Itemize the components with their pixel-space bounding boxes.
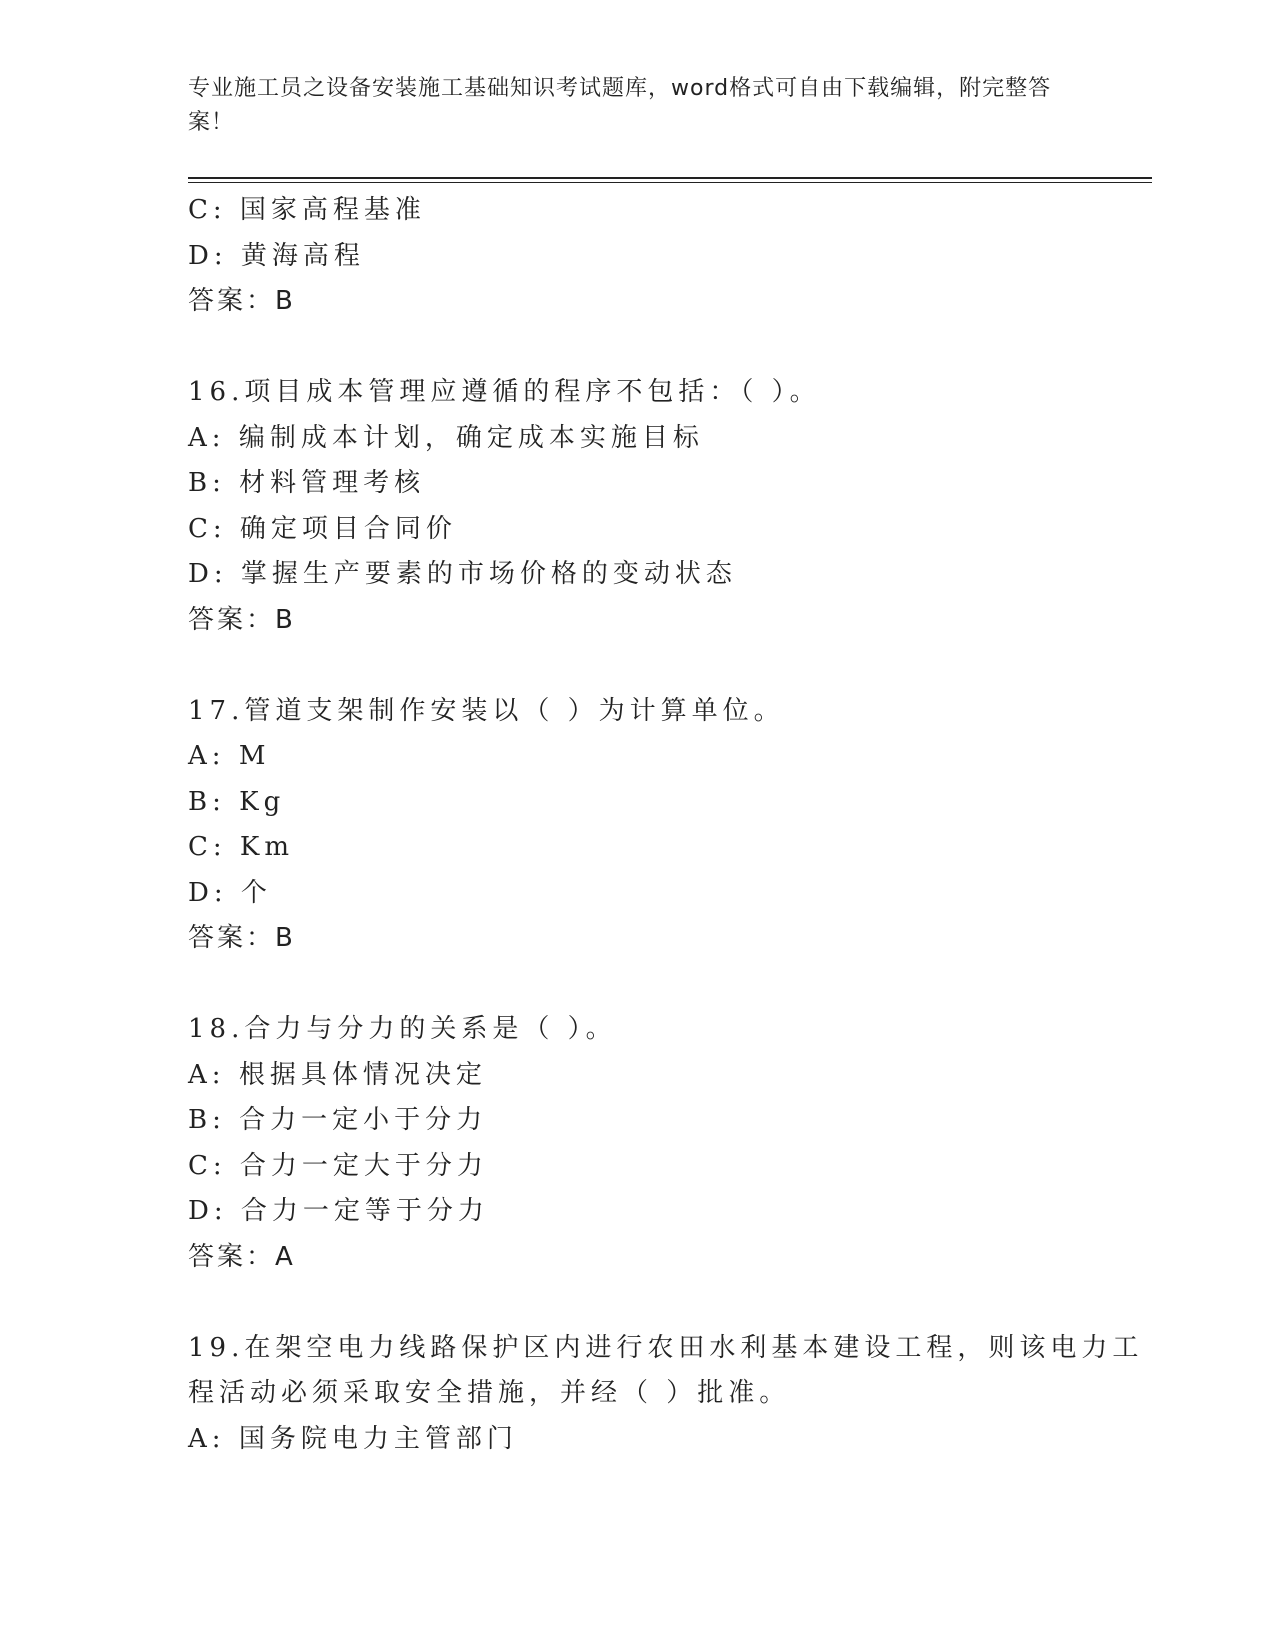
- option-c: C: 国家高程基准: [188, 195, 426, 225]
- option-c: C: 确定项目合同价: [188, 513, 457, 544]
- header-title: 专业施工员之设备安装施工基础知识考试题库，word格式可自由下载编辑，附完整答案！: [188, 76, 1052, 135]
- page-header: [188, 72, 1088, 140]
- option-a: A: 根据具体情况决定: [188, 1059, 487, 1090]
- option-b: B: Kg: [188, 786, 286, 817]
- question-text-line-2: 程活动必须采取安全措施，并经（ ）批准。: [188, 1378, 791, 1408]
- option-d: D: 黄海高程: [188, 240, 365, 271]
- option-c: C: 合力一定大于分力: [188, 1150, 488, 1181]
- option-d: D: 合力一定等于分力: [188, 1196, 489, 1226]
- question-text: 16.项目成本管理应遵循的程序不包括：（ ）。: [188, 377, 821, 407]
- option-a: A: 编制成本计划，确定成本实施目标: [188, 422, 704, 453]
- answer: 答案：B: [188, 923, 296, 953]
- option-d: D: 个: [188, 877, 272, 908]
- option-c: C: Km: [188, 832, 294, 862]
- answer: 答案：A: [188, 1241, 296, 1272]
- header-divider-thick: [188, 177, 1152, 179]
- question-text: 17.管道支架制作安装以（ ）为计算单位。: [188, 695, 785, 726]
- option-b: B: 材料管理考核: [188, 468, 426, 498]
- answer: 答案：B: [188, 604, 296, 635]
- spacer: [188, 1280, 1088, 1326]
- option-b: B: 合力一定小于分力: [188, 1105, 488, 1135]
- spacer: [188, 643, 1088, 689]
- question-list: [188, 188, 1144, 1462]
- option-a: A: M: [188, 741, 271, 771]
- option-a: A: 国务院电力主管部门: [188, 1423, 518, 1454]
- header-divider-thin: [188, 182, 1152, 183]
- answer: 答案：B: [188, 286, 296, 316]
- spacer: [188, 325, 1088, 371]
- question-text-line-1: 19.在架空电力线路保护区内进行农田水利基本建设工程，则该电力工: [188, 1332, 1144, 1363]
- question-text: 18.合力与分力的关系是（ ）。: [188, 1014, 617, 1044]
- spacer: [188, 962, 1088, 1008]
- option-d: D: 掌握生产要素的市场价格的变动状态: [188, 559, 737, 589]
